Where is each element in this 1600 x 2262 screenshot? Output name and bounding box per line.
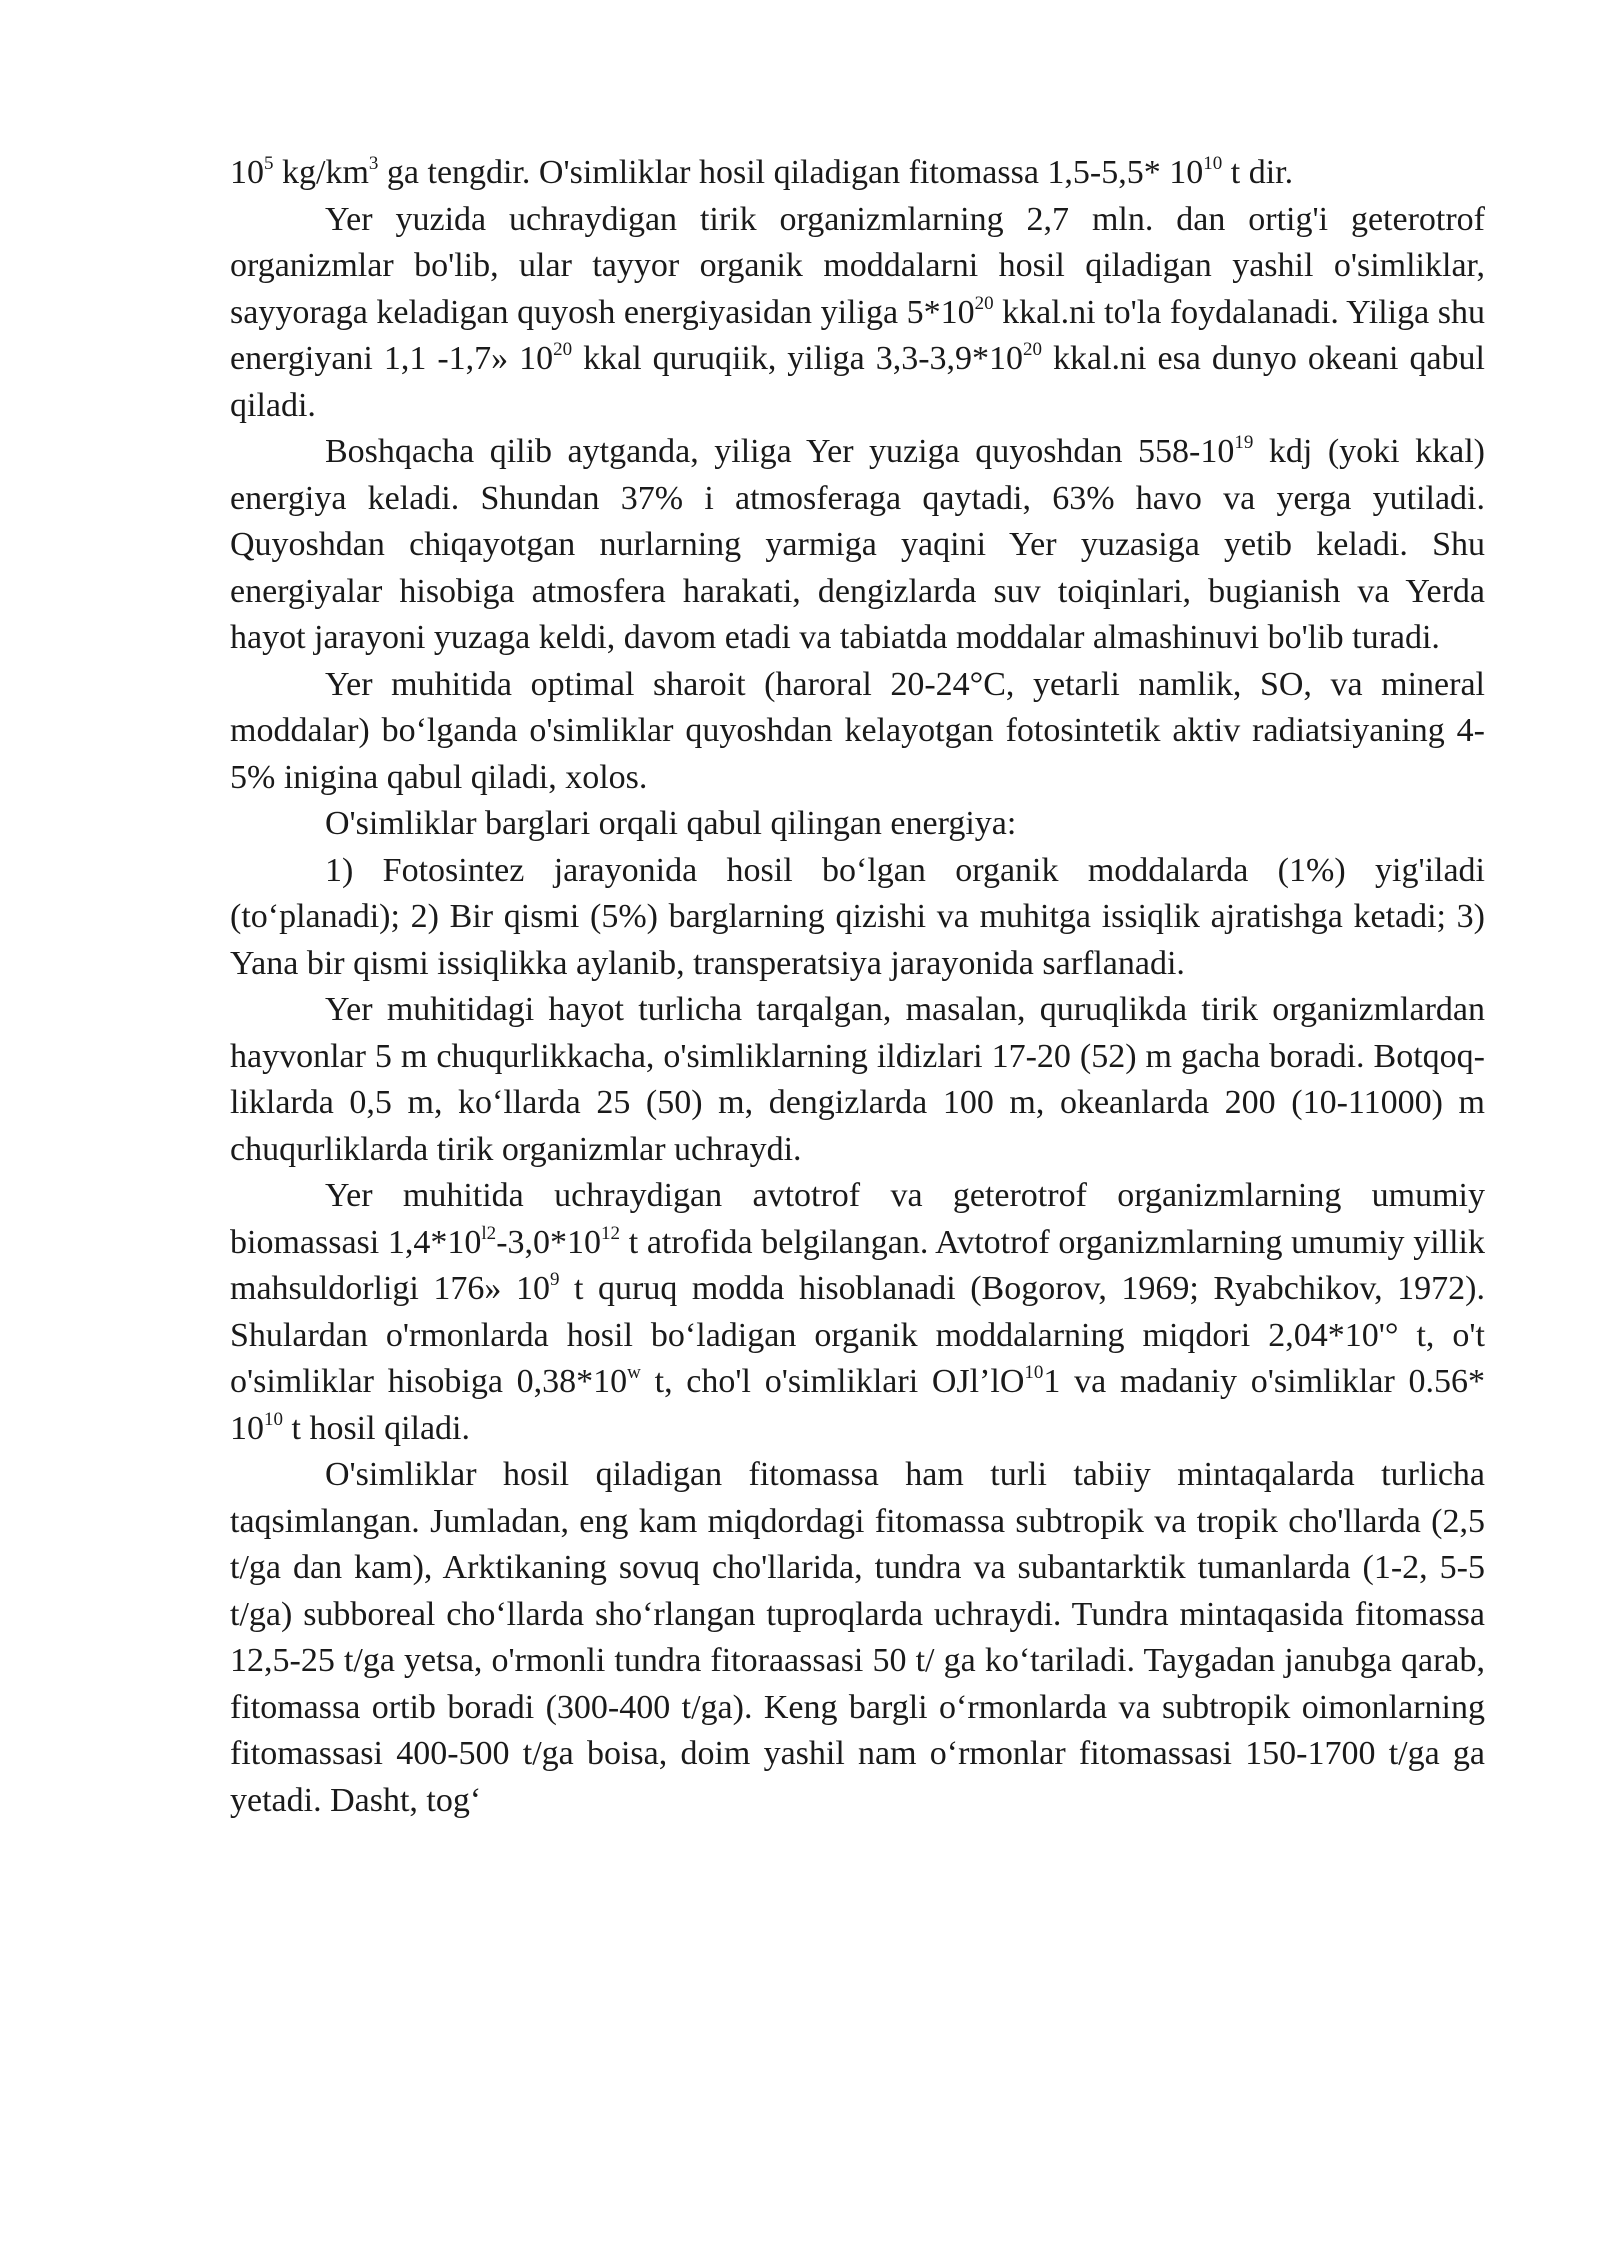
paragraph-8 — [230, 1173, 1485, 1452]
superscript: w — [627, 1362, 641, 1383]
text-run: O'simliklar hosil qiladigan fitomassa ham turli tabiiy mintaqalarda turlicha taqsimlangan. Jumladan, eng kam miqdordagi fitomassa subtropik va tropik cho'llarda (2,5 t/ga dan kam), Arktikaning sovuq cho'llarida, tundra va subantarktik tumanlarda (1-2, 5-5 t/ga) subboreal cho‘llarda sho‘rlangan tuproqlarda uchraydi. Tundra mintaqasida fitomassa 12,5-25 t/ga yetsa, o'rmonli tundra fitoraassasi 50 t/ ga ko‘tariladi. Taygadan janubga qarab, fitomassa ortib boradi (300-400 t/ga). Keng bargli o‘rmonlarda va subtropik oimonlarning fitomassasi 400-500 t/ga boisa, doim yashil nam o‘rmonlar fitomassasi 150-1700 t/ga ga yetadi. Dasht, tog‘ — [230, 1456, 1485, 1819]
text-run: ga tengdir. O'simliklar hosil qiladigan fitomassa 1,5-5,5* 10 — [378, 154, 1204, 191]
superscript: l2 — [481, 1222, 497, 1244]
paragraph-4 — [230, 662, 1485, 802]
superscript: 20 — [553, 339, 573, 360]
text-run: kkal.ni esa dunyo okeani qabul qiladi. — [230, 340, 1485, 424]
paragraph-6 — [230, 848, 1485, 988]
text-run: kkal quruqiik, yiliga 3,3-3,9*10 — [572, 340, 1024, 377]
superscript: 10 — [1024, 1362, 1044, 1383]
superscript: 20 — [974, 292, 994, 314]
text-run: Yer muhitidagi hayot turlicha tarqalgan, masalan, quruqlikda tirik organizmlardan hayvonlar 5 m chuqurlikkacha, o'simliklarning ildizlari 17-20 (52) m gacha boradi. Botqoq- liklarda 0,5 m, ko‘llarda 25 (50) m, dengizlarda 100 m, okeanlarda 200 (10-11000) m chuqurliklarda tirik organizmlar uchraydi. — [230, 991, 1485, 1168]
text-run: t hosil qiladi. — [283, 1409, 470, 1447]
document-page — [230, 150, 1485, 1824]
superscript: 10 — [1203, 153, 1223, 174]
superscript: 20 — [1023, 339, 1043, 360]
text-run: 1 va madaniy o'simliklar 0.56* 10 — [230, 1363, 1485, 1447]
superscript: 19 — [1234, 432, 1254, 453]
text-run: t atrofida belgilangan. Avtotrof organizmlarning umumiy yillik mahsuldorligi 176» 10 — [230, 1223, 1485, 1307]
paragraph-9 — [230, 1452, 1485, 1824]
text-run: Yer muhitida optimal sharoit (haroral 20-24°C, yetarli namlik, SO, va mineral moddalar) bo‘lganda o'simliklar quyoshdan kelayotgan fotosintetik aktiv radiatsiyaning 4-5% inigina qabul qiladi, xolos. — [230, 665, 1485, 796]
text-run: Yer yuzida uchraydigan tirik organizmlarning 2,7 mln. dan ortig'i geterotrof organizmlar bo'lib, ular tayyor organik moddalarni hosil qiladigan yashil o'simliklar, sayyoraga keladigan quyosh energiyasidan yiliga 5*10 — [230, 200, 1485, 331]
paragraph-2 — [230, 197, 1485, 430]
paragraph-7 — [230, 987, 1485, 1173]
superscript: 9 — [549, 1269, 560, 1290]
superscript: 5 — [264, 153, 274, 174]
superscript: 12 — [601, 1222, 621, 1244]
superscript: 10 — [264, 1408, 283, 1430]
text-run: Boshqacha qilib aytganda, yiliga Yer yuziga quyoshdan 558-10 — [325, 433, 1235, 470]
text-run: t dir. — [1222, 154, 1294, 191]
text-run: kkal.ni to'la foydalanadi. Yiliga shu energiyani 1,1 -1,7» 10 — [230, 293, 1485, 377]
text-run: Yer muhitida uchraydigan avtotrof va geterotrof organizmlarning umumiy biomassasi 1,4*10 — [230, 1177, 1485, 1261]
paragraph-3 — [230, 429, 1485, 662]
text-run: t, cho'l o'simliklari OJl’lO — [640, 1363, 1025, 1400]
paragraph-1 — [230, 150, 1485, 197]
text-run: kg/km — [273, 154, 369, 191]
text-run: 10 — [230, 154, 264, 191]
text-run: t quruq modda hisoblanadi (Bogorov, 1969; Ryabchikov, 1972). Shulardan o'rmonlarda hosil bo‘ladigan organik moddalarning miqdori 2,04*10'° t, o't o'simliklar hisobiga 0,38*10 — [230, 1270, 1485, 1400]
paragraph-5 — [230, 801, 1485, 848]
superscript: 3 — [368, 153, 379, 174]
text-run: O'simliklar barglari orqali qabul qilingan energiya: — [325, 805, 1017, 842]
text-run: 1) Fotosintez jarayonida hosil bo‘lgan organik moddalarda (1%) yig'iladi (to‘planadi); 2) Bir qismi (5%) barglarning qizishi va muhitga issiqlik ajratishga ketadi; 3) Yana bir qismi issiqlikka aylanib, transperatsiya jarayonida sarflanadi. — [230, 851, 1485, 982]
text-run: -3,0*10 — [496, 1223, 602, 1261]
text-run: kdj (yoki kkal) energiya keladi. Shundan 37% i atmosferaga qaytadi, 63% havo va yerga yutiladi. Quyoshdan chiqayotgan nurlarning yarmiga yaqini Yer yuzasiga yetib keladi. Shu energiyalar hisobiga atmosfera harakati, dengizlarda suv toiqinlari, bugianish va Yerda hayot jarayoni yuzaga keldi, davom etadi va tabiatda moddalar almashinuvi bo'lib turadi. — [230, 433, 1486, 656]
